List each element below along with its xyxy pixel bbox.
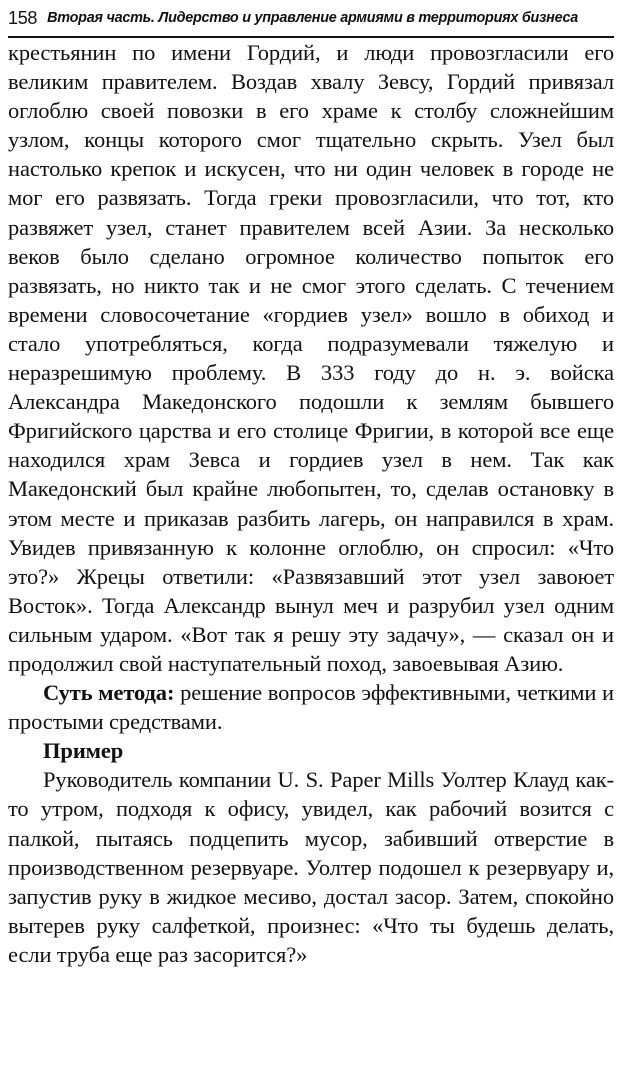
running-head xyxy=(8,4,614,32)
paragraph-gordian-knot: крестьянин по имени Гордий, и люди провозгласили его великим правителем. Воздав хвалу Зевсу, Гордий привязал оглоблю своей повозки в его храме к столбу сложнейшим узлом, концы которого смог тщательно скрыть. Узел был настолько крепок и искусен, что ни один человек в городе не мог его развязать. Тогда греки провозгласили, что тот, кто развяжет узел, станет правителем всей Азии. За несколько веков было сделано огромное количество попыток его развязать, но никто так и не смог этого сделать. С течением времени словосочетание «гордиев узел» вошло в обиход и стало употребляться, когда подразумевали тяжелую и неразрешимую проблему. В 333 году до н. э. войска Александра Македонского подошли к землям бывшего Фригийского царства и его столице Фригии, в которой все еще находился храм Зевса и гордиев узел в нем. Так как Македонский был крайне любопытен, то, сделав остановку в этом месте и приказав разбить лагерь, он направился в храм. Увидев привязанную к колонне оглоблю, он спросил: «Что это?» Жрецы ответили: «Развязавший этот узел завоюет Восток». Тогда Александр вынул меч и разрубил узел одним сильным ударом. «Вот так я решу эту задачу», — сказал он и продолжил свой наступательный поход, завоевывая Азию. xyxy=(8,40,614,676)
running-title: Вторая часть. Лидерство и управление армиями в территориях бизнеса xyxy=(47,10,579,26)
body-text xyxy=(8,38,614,969)
essence-label: Суть метода: xyxy=(43,680,175,706)
page-number: 158 xyxy=(8,7,38,28)
paragraph-example: Руководитель компании U. S. Paper Mills Уолтер Клауд как-то утром, подходя к офису, увидел, как рабочий возится с палкой, пытаясь подцепить мусор, забивший отверстие в производственном резервуаре. Уолтер подошел к резервуару и, запустив руку в жидкое месиво, достал засор. Затем, спокойно вытерев руку салфеткой, произнес: «Что ты будешь делать, если труба еще раз засорится?» xyxy=(8,767,614,967)
essence-text: решение вопросов эффективными, четкими и простыми средствами. xyxy=(8,680,614,735)
paragraph-method-essence xyxy=(8,678,614,736)
example-heading: Пример xyxy=(43,738,124,764)
